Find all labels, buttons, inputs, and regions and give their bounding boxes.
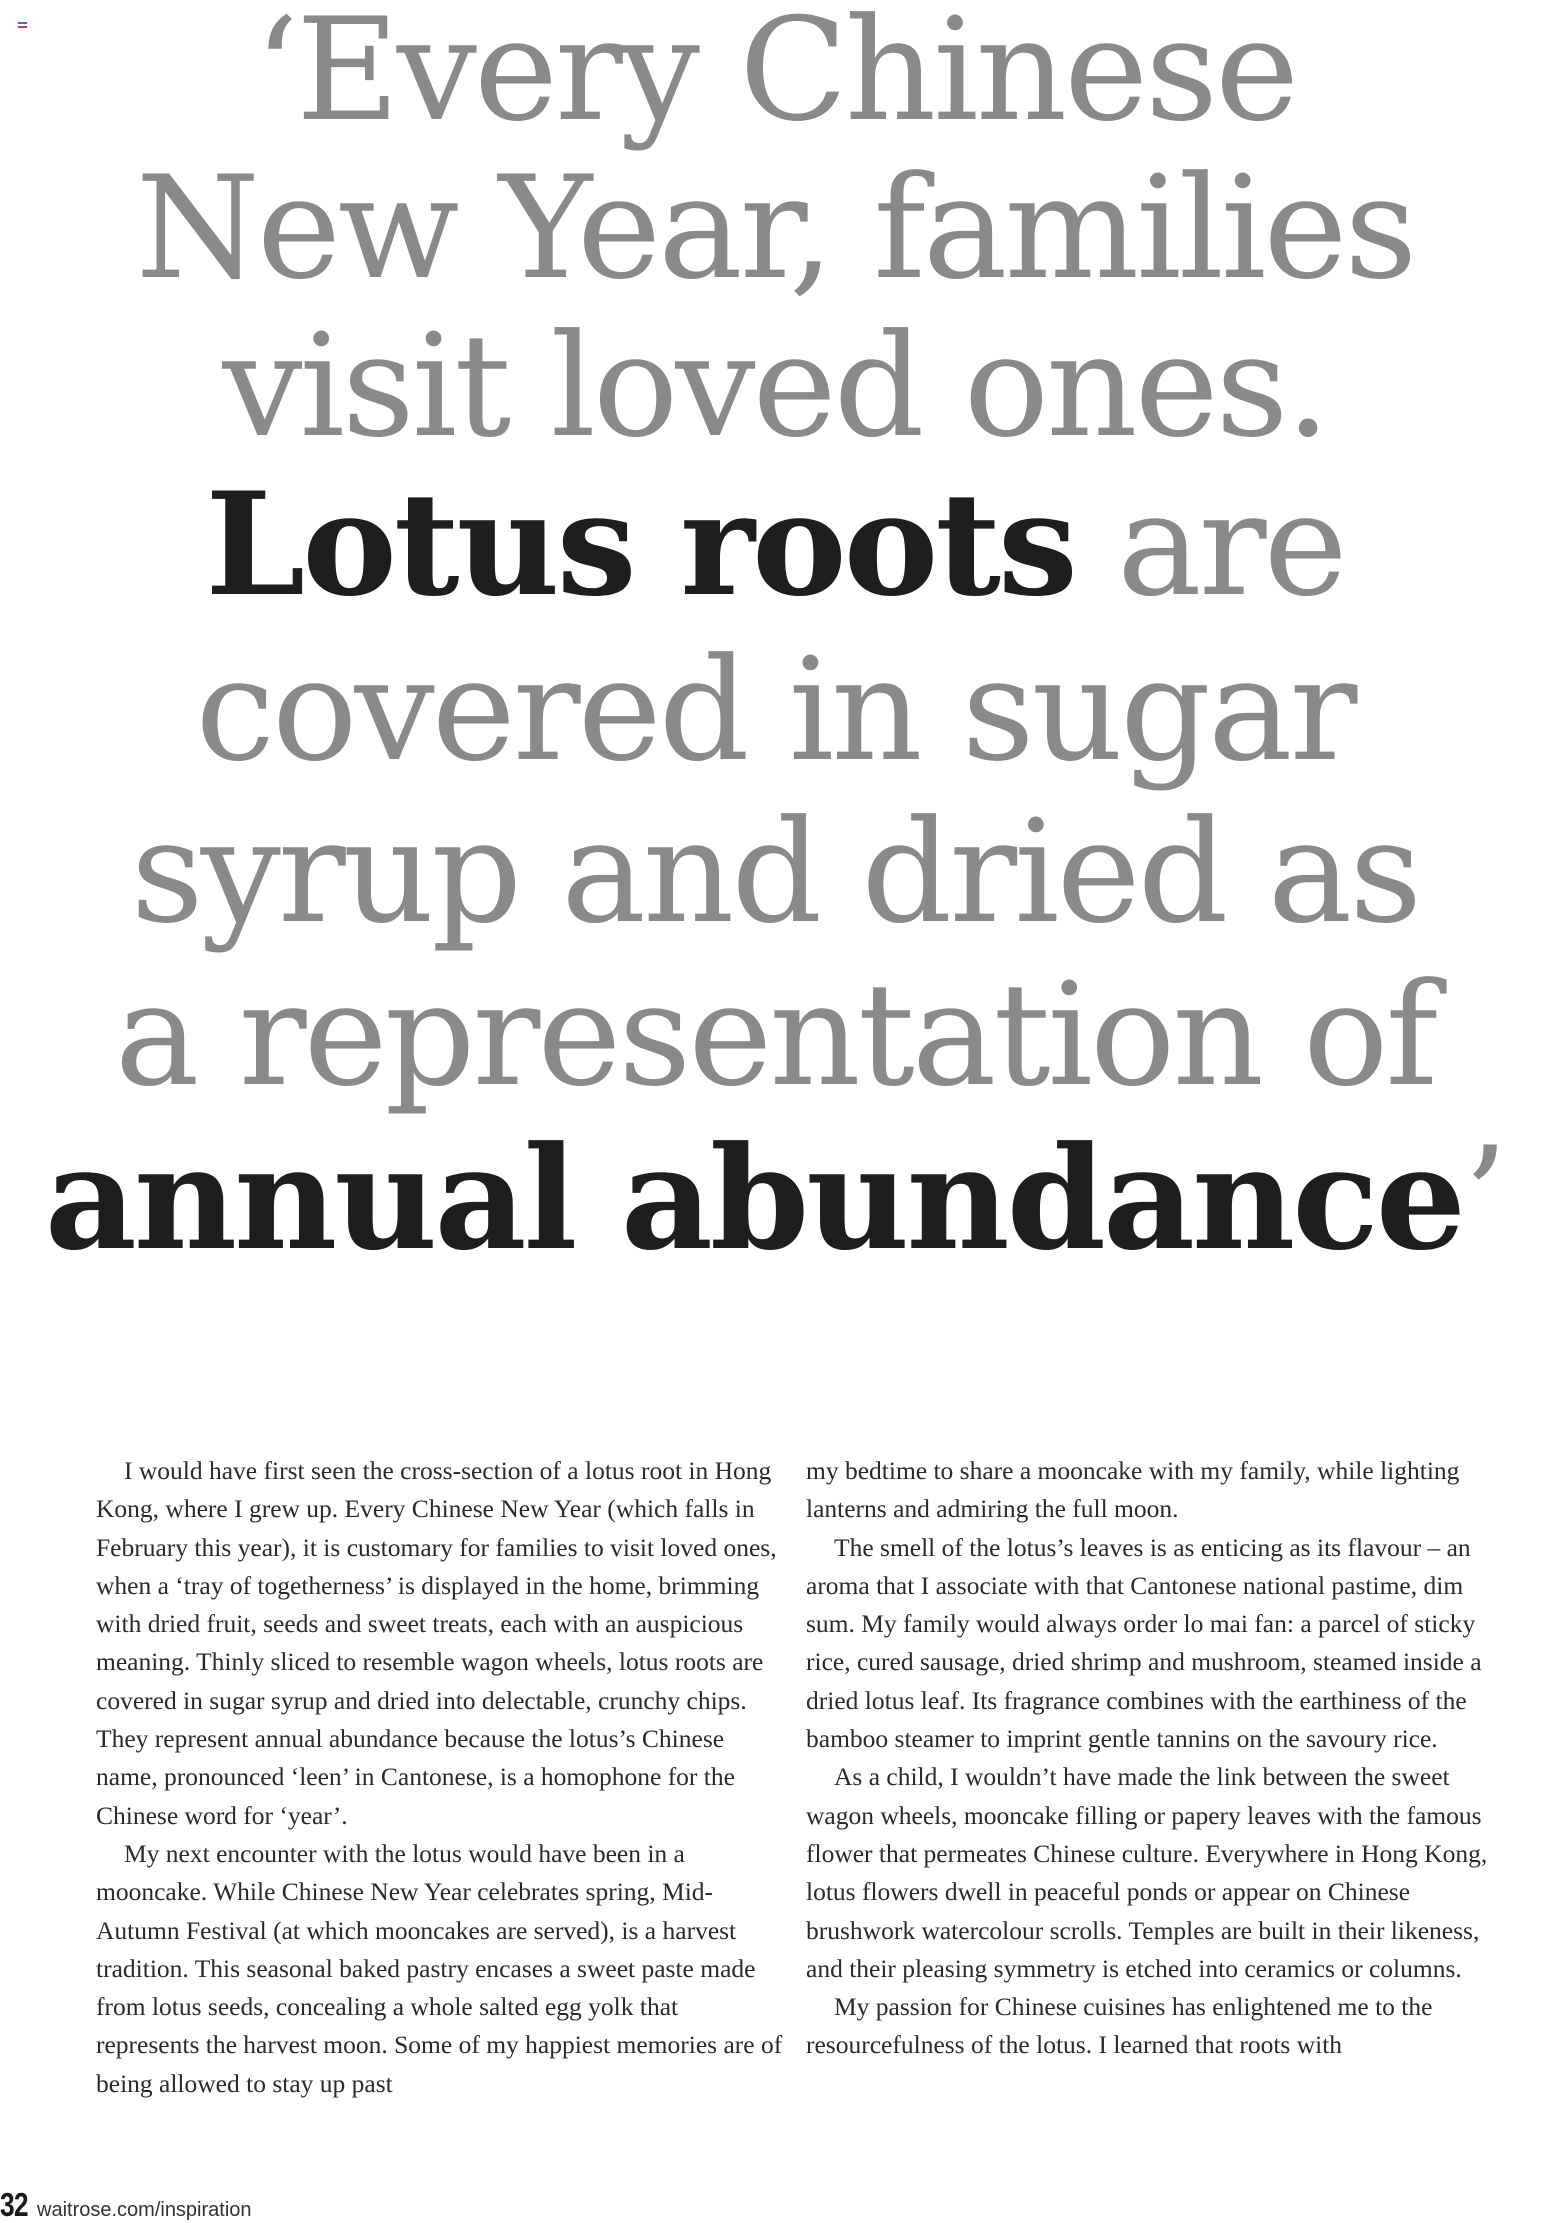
article-paragraph: I would have first seen the cross-section of a lotus root in Hong Kong, where I grew up. Every Chinese New Year (which falls in February this year), it is customary for families to visit loved ones, when a ‘tray of togetherness’ is displayed in the home, brimming with dried fruit, seeds and sweet treats, each with an auspicious meaning. Thinly sliced to resemble wagon wheels, lotus roots are covered in sugar syrup and dried into delectable, crunchy chips. They represent annual abundance because the lotus’s Chinese name, pronounced ‘leen’ in Cantonese, is a homophone for the Chinese word for ‘year’. bbox=[96, 1456, 777, 1830]
pull-quote-line-1: ‘Every Chinese bbox=[253, 0, 1297, 153]
pull-quote-line-4-rest: are bbox=[1074, 463, 1345, 628]
article-body bbox=[96, 1452, 1496, 2103]
article-paragraph: my bedtime to share a mooncake with my family, while lighting lanterns and admiring the full moon. bbox=[806, 1456, 1460, 1524]
pull-quote-line-5: covered in sugar bbox=[195, 628, 1355, 793]
pull-quote-line-4 bbox=[0, 462, 1550, 628]
page-footer bbox=[0, 2186, 252, 2223]
pull-quote-line-6: syrup and dried as bbox=[130, 790, 1420, 955]
article-column-2 bbox=[806, 1452, 1496, 2103]
pull-quote-closing-mark: ’ bbox=[1463, 1117, 1506, 1282]
article-paragraph: The smell of the lotus’s leaves is as enticing as its flavour – an aroma that I associate with that Cantonese national pastime, dim sum. My family would always order lo mai fan: a parcel of sticky rice, cured sausage, dried shrimp and mushroom, steamed inside a dried lotus leaf. Its fragrance combines with the earthiness of the bamboo steamer to imprint gentle tannins on the savoury rice. bbox=[806, 1532, 1482, 1754]
article-paragraph: My next encounter with the lotus would have been in a mooncake. While Chinese New Year celebrates spring, Mid-Autumn Festival (at which mooncakes are served), is a harvest tradition. This seasonal baked pastry encases a sweet paste made from lotus seeds, concealing a whole salted egg yolk that represents the harvest moon. Some of my happiest memories are of being allowed to stay up past bbox=[96, 1838, 783, 2098]
pull-quote-line-3: visit loved ones. bbox=[222, 304, 1328, 469]
article-column-1 bbox=[96, 1452, 786, 2103]
footer-url-link[interactable]: waitrose.com/inspiration bbox=[37, 2199, 252, 2221]
article-paragraph: My passion for Chinese cuisines has enlightened me to the resourcefulness of the lotus. I learned that roots with bbox=[806, 1992, 1433, 2060]
pull-quote-line-7: a representation of bbox=[114, 953, 1436, 1118]
article-paragraph: As a child, I wouldn’t have made the link between the sweet wagon wheels, mooncake filling or papery leaves with the famous flower that permeates Chinese culture. Everywhere in Hong Kong, lotus flowers dwell in peaceful ponds or appear on Chinese brushwork watercolour scrolls. Temples are built in their likeness, and their pleasing symmetry is etched into ceramics or columns. bbox=[806, 1762, 1488, 1983]
pull-quote-emphasis-annual-abundance: annual abundance bbox=[44, 1116, 1464, 1282]
pull-quote-line-8 bbox=[0, 1116, 1550, 1282]
page-number: 32 bbox=[0, 2186, 28, 2223]
pull-quote-emphasis-lotus-roots: Lotus roots bbox=[205, 462, 1075, 628]
pull-quote-line-2: New Year, families bbox=[135, 146, 1415, 311]
